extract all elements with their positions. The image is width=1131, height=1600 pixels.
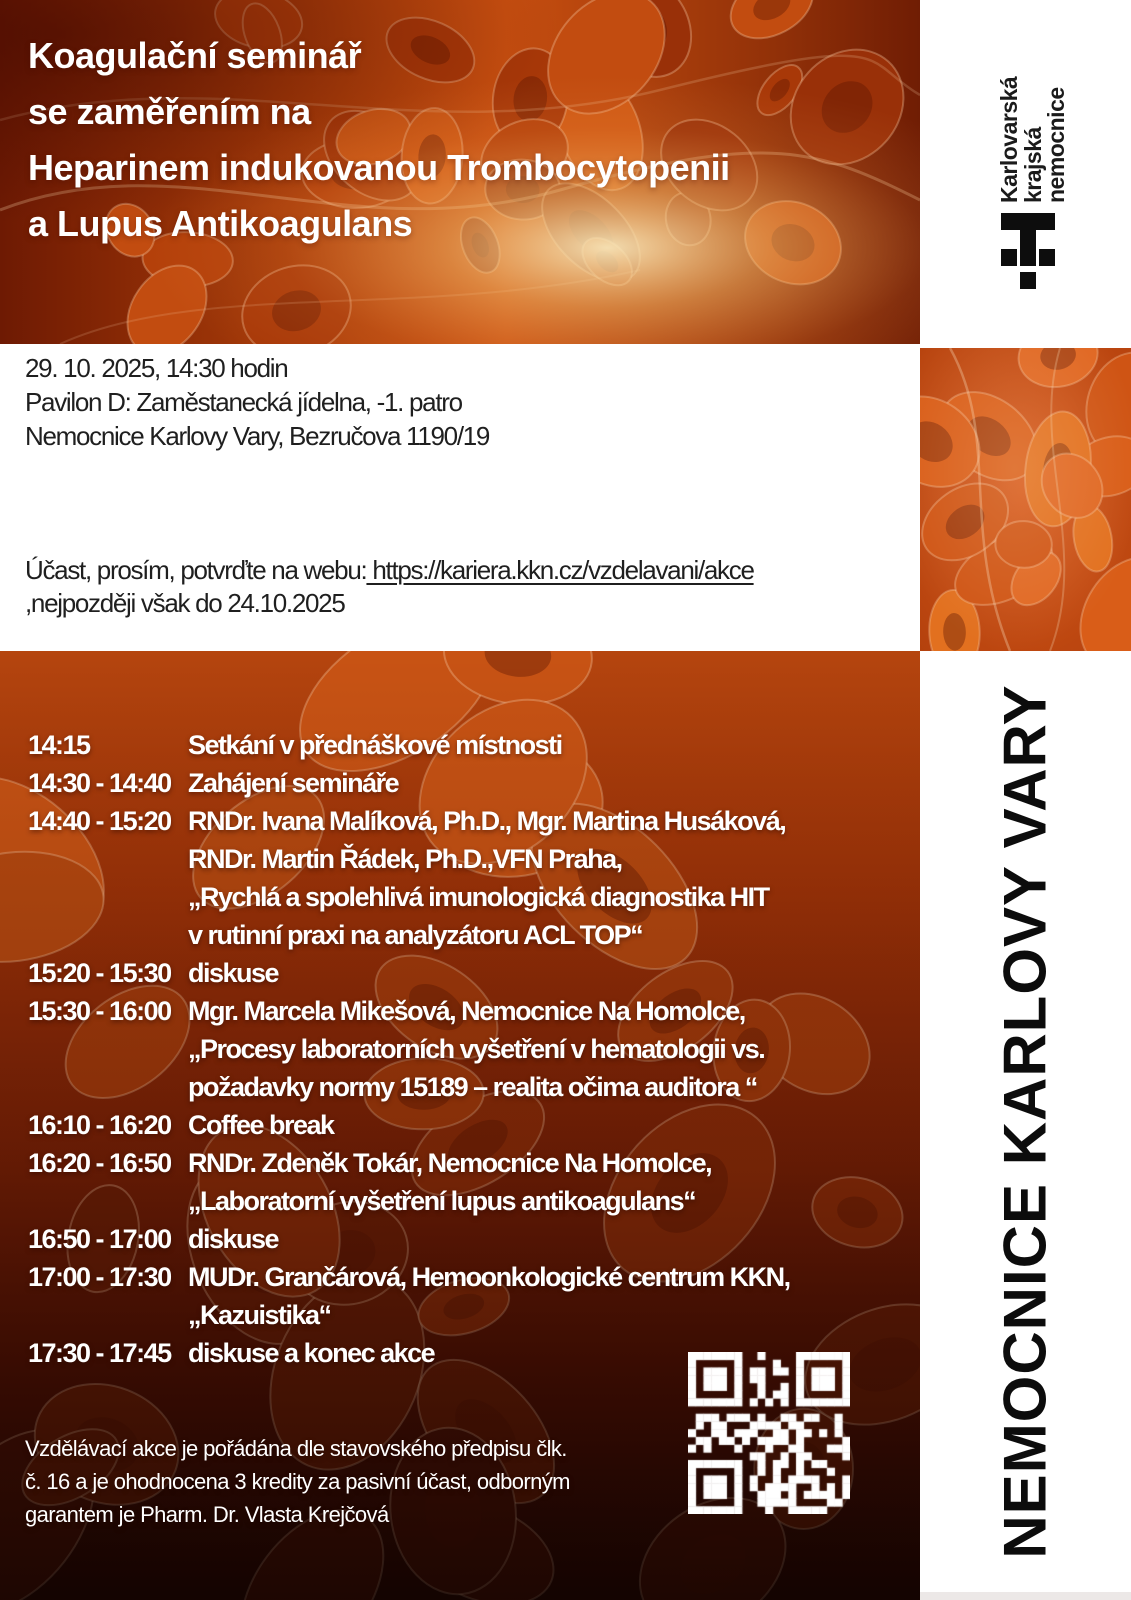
program-row (28, 726, 912, 764)
event-venue: Pavilon D: Zaměstanecká jídelna, -1. patro (25, 387, 462, 417)
program-time: 14:40 - 15:20 (28, 806, 171, 836)
program-text: RNDr. Martin Řádek, Ph.D.,VFN Praha, (188, 844, 622, 874)
program-row (28, 802, 912, 840)
poster-title (28, 28, 730, 252)
program-text: diskuse (188, 958, 279, 988)
program-row (28, 1030, 912, 1068)
program-text: Setkání v přednáškové místnosti (188, 730, 562, 760)
program-row (28, 1144, 912, 1182)
logo-text-line: nemocnice (1043, 87, 1069, 203)
sidebar-vertical-text: NEMOCNICE KARLOVY VARY (992, 684, 1059, 1559)
program-row (28, 1068, 912, 1106)
program-row (28, 992, 912, 1030)
title-line: Koagulační seminář (28, 35, 362, 76)
program-time: 15:20 - 15:30 (28, 958, 171, 988)
blood-cells-photo-right (920, 348, 1131, 651)
program-time (28, 916, 188, 954)
title-line: a Lupus Antikoagulans (28, 203, 413, 244)
program-row (28, 840, 912, 878)
accreditation-note (25, 1432, 570, 1531)
logo-text-line: Karlovarská (996, 76, 1022, 203)
program-time: 14:15 (28, 730, 90, 760)
program-time: 16:10 - 16:20 (28, 1110, 171, 1140)
program-row (28, 954, 912, 992)
program-text: požadavky normy 15189 – realita očima auditora “ (188, 1072, 757, 1102)
accreditation-line: Vzdělávací akce je pořádána dle stavovského předpisu člk. (25, 1436, 567, 1461)
program-row (28, 1182, 912, 1220)
program-text: v rutinní praxi na analyzátoru ACL TOP“ (188, 920, 643, 950)
program-row (28, 878, 912, 916)
hero-blood-vessel-photo (0, 0, 920, 344)
program-row (28, 1220, 912, 1258)
program-text: Coffee break (188, 1110, 334, 1140)
registration-deadline: ,nejpozději však do 24.10.2025 (25, 588, 345, 618)
program-schedule (28, 726, 912, 1372)
registration-link[interactable]: https://kariera.kkn.cz/vzdelavani/akce (366, 555, 754, 585)
program-time (28, 1030, 188, 1068)
program-time (28, 1068, 188, 1106)
program-text: „Kazuistika“ (188, 1300, 331, 1330)
program-text: diskuse (188, 1224, 279, 1254)
program-row (28, 1258, 912, 1296)
program-time: 15:30 - 16:00 (28, 996, 171, 1026)
event-details (25, 351, 489, 453)
sidebar (920, 651, 1131, 1592)
registration-prefix: Účast, prosím, potvrďte na webu: (25, 555, 367, 585)
program-row (28, 1106, 912, 1144)
program-text: Mgr. Marcela Mikešová, Nemocnice Na Homolce, (188, 996, 745, 1026)
event-datetime: 29. 10. 2025, 14:30 hodin (25, 353, 288, 383)
registration-note (25, 554, 754, 620)
bottom-strip (920, 1592, 1131, 1600)
program-text: MUDr. Grančárová, Hemoonkologické centrum KKN, (188, 1262, 790, 1292)
title-line: Heparinem indukovanou Trombocytopenii (28, 147, 730, 188)
program-text: diskuse a konec akce (188, 1338, 435, 1368)
program-row (28, 1296, 912, 1334)
kkn-pixel-cross-logo-icon (1001, 213, 1055, 289)
logo-text-line: krajská (1019, 127, 1046, 203)
program-time (28, 1182, 188, 1220)
program-row (28, 916, 912, 954)
hospital-logo-text (998, 71, 1069, 203)
program-time: 16:50 - 17:00 (28, 1224, 171, 1254)
program-text: RNDr. Zdeněk Tokár, Nemocnice Na Homolce, (188, 1148, 712, 1178)
qr-code-icon (688, 1352, 850, 1514)
program-time (28, 1296, 188, 1334)
title-line: se zaměřením na (28, 91, 311, 132)
event-address: Nemocnice Karlovy Vary, Bezručova 1190/19 (25, 421, 490, 451)
program-text: „Rychlá a spolehlivá imunologická diagnostika HIT (188, 882, 769, 912)
program-text: „Laboratorní vyšetření lupus antikoagulans“ (188, 1186, 696, 1216)
program-time: 14:30 - 14:40 (28, 768, 171, 798)
program-time: 16:20 - 16:50 (28, 1148, 171, 1178)
program-text: RNDr. Ivana Malíková, Ph.D., Mgr. Martina Husáková, (188, 806, 786, 836)
program-row (28, 764, 912, 802)
accreditation-line: č. 16 a je ohodnocena 3 kredity za pasivní účast, odborným (25, 1469, 570, 1494)
program-time: 17:30 - 17:45 (28, 1338, 171, 1368)
program-time (28, 878, 188, 916)
program-time (28, 840, 188, 878)
program-time: 17:00 - 17:30 (28, 1262, 171, 1292)
program-text: „Procesy laboratorních vyšetření v hematologii vs. (188, 1034, 765, 1064)
registration-line (25, 554, 754, 587)
accreditation-line: garantem je Pharm. Dr. Vlasta Krejčová (25, 1502, 389, 1527)
program-text: Zahájení semináře (188, 768, 399, 798)
